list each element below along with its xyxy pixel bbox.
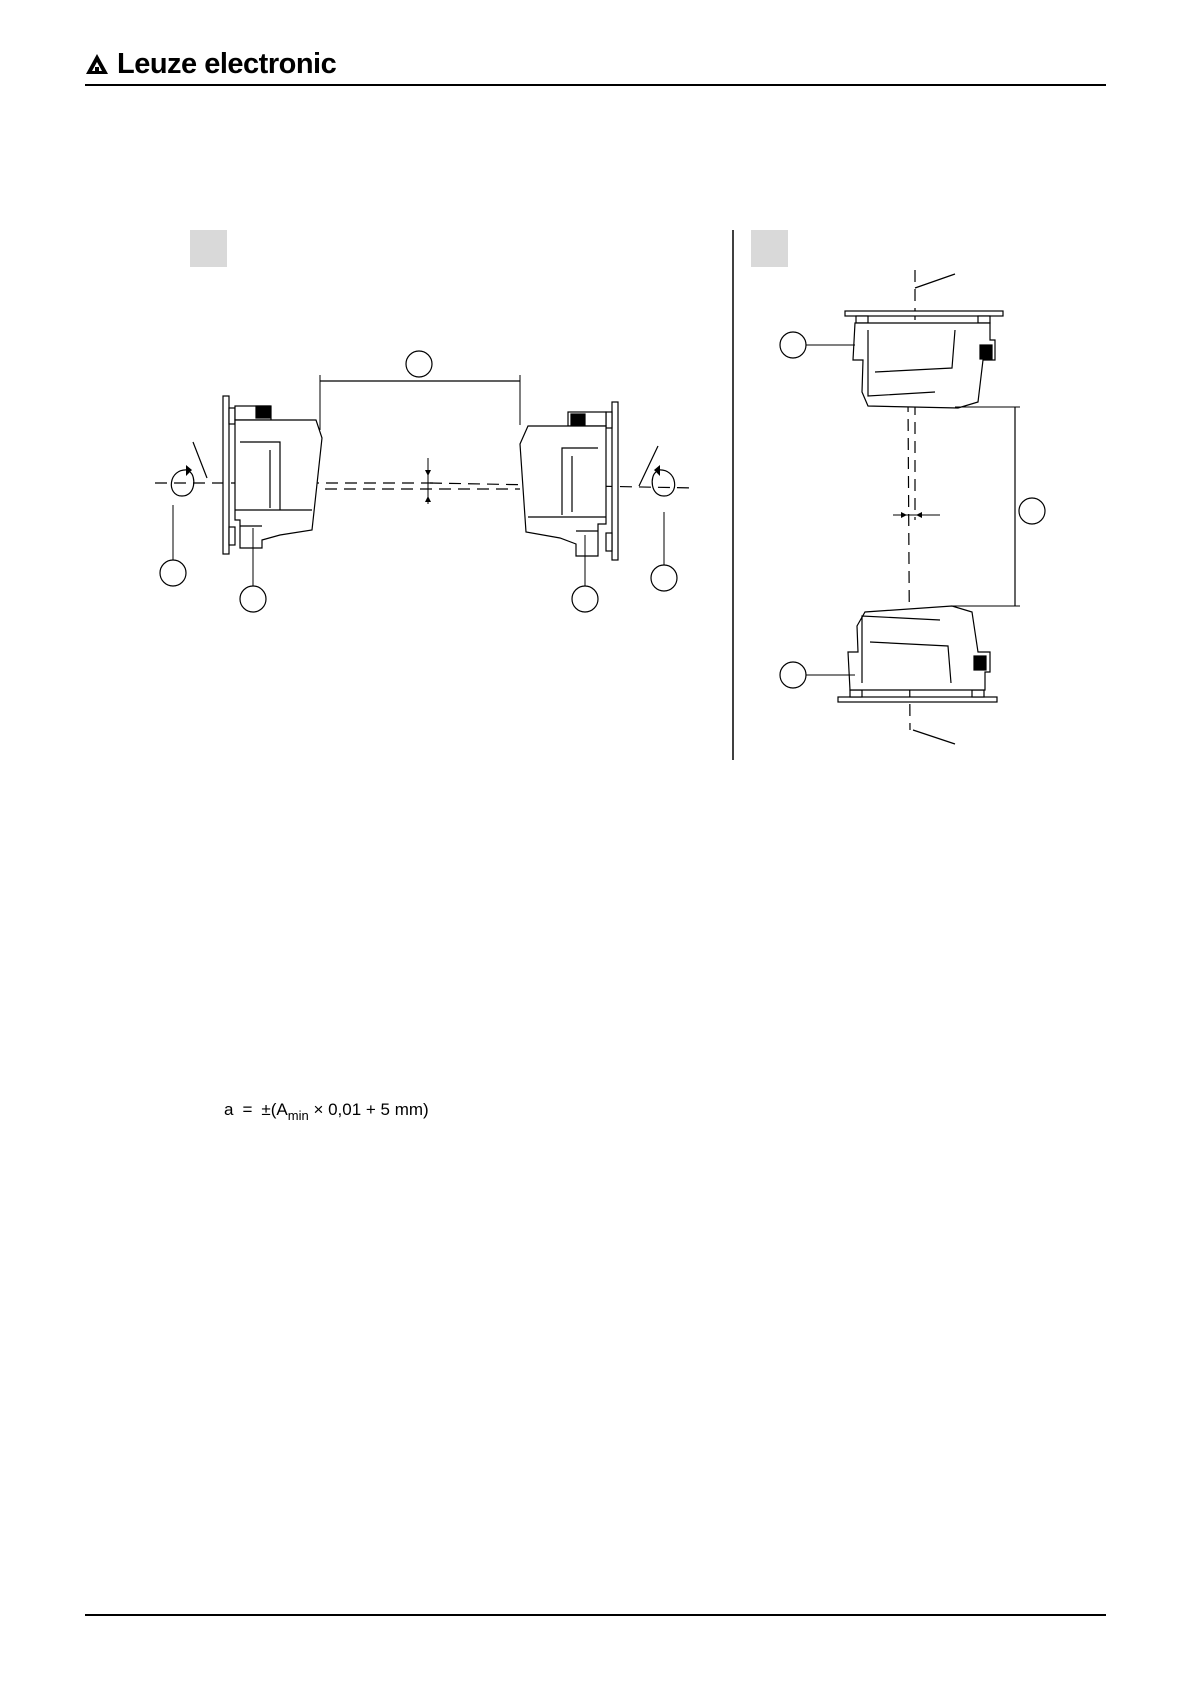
callout-top-scanner — [780, 332, 806, 358]
top-scanner — [845, 311, 1003, 408]
footer-rule — [85, 1614, 1106, 1616]
callout-left-rotation — [160, 560, 186, 586]
formula-rhs-suffix: × 0,01 + 5 mm) — [313, 1100, 429, 1119]
formula-subscript: min — [287, 1108, 309, 1123]
alignment-figure — [0, 0, 1192, 780]
callout-right-rotation — [651, 565, 677, 591]
callout-bottom-scanner — [780, 662, 806, 688]
callout-distance — [406, 351, 432, 377]
callout-vertical-distance — [1019, 498, 1045, 524]
callout-right-scanner — [572, 586, 598, 612]
formula-lhs: a — [224, 1100, 234, 1119]
formula-rhs-prefix: ±(A — [261, 1100, 288, 1119]
tolerance-formula — [224, 1100, 429, 1123]
brand-name: Leuze electronic — [117, 48, 337, 80]
bottom-scanner — [838, 606, 997, 702]
panel-left-label-box — [190, 230, 227, 267]
callout-left-scanner — [240, 586, 266, 612]
formula-equals: = — [242, 1100, 253, 1119]
right-scanner — [520, 402, 618, 560]
left-scanner — [223, 396, 322, 554]
panel-right-label-box — [751, 230, 788, 267]
right-rotation-arrow — [652, 470, 674, 496]
